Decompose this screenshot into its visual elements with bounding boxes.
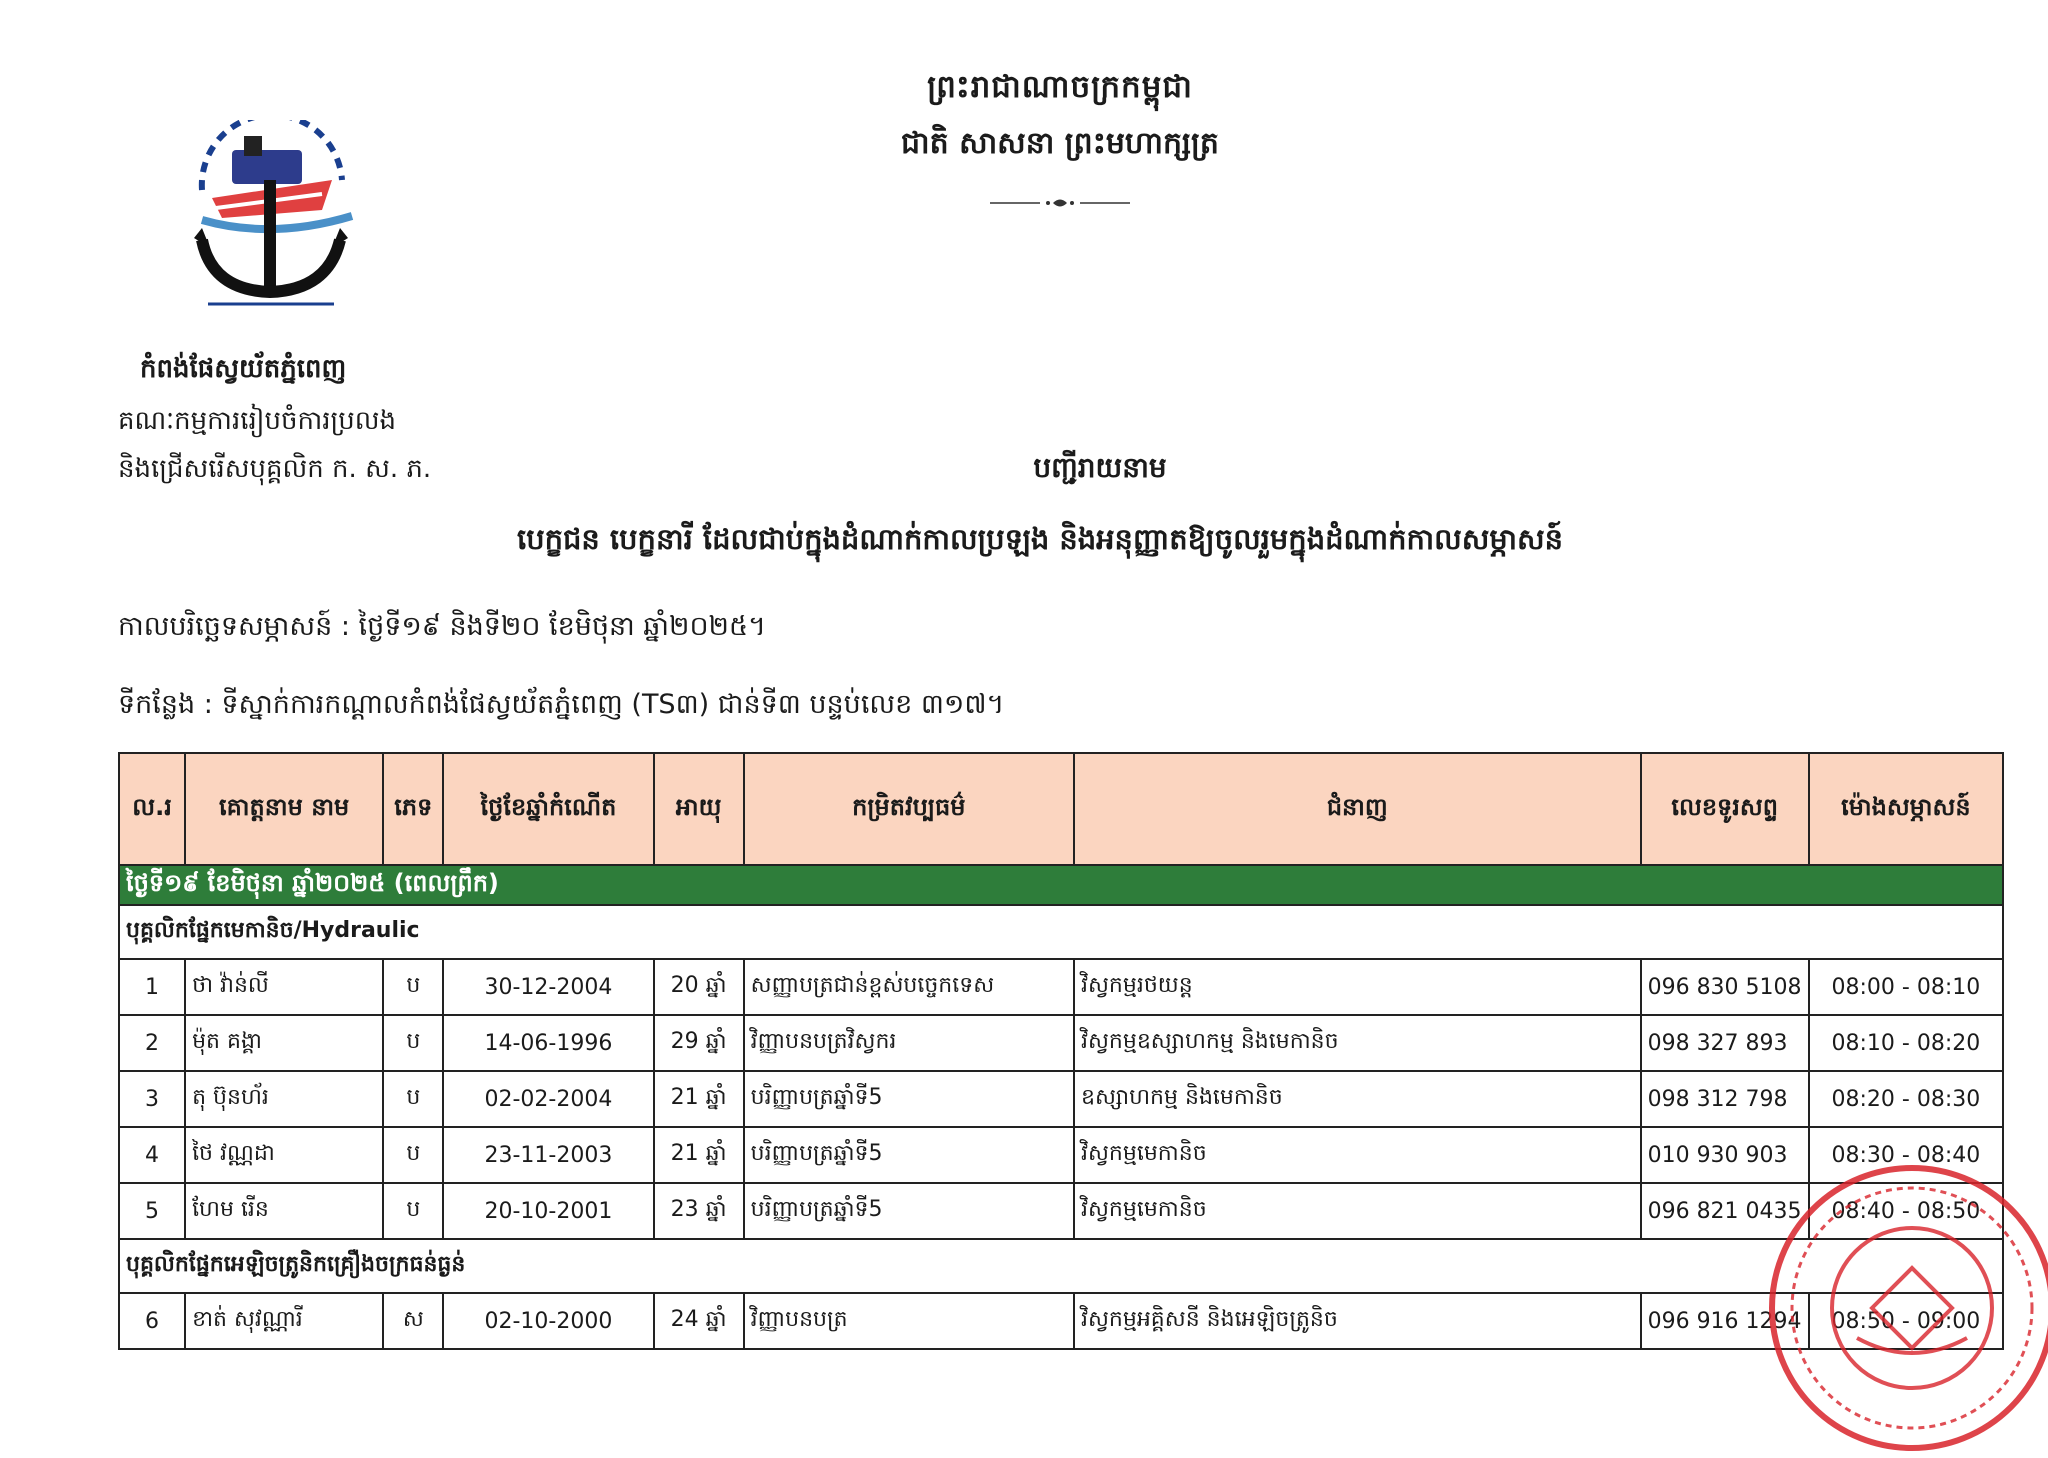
cell-sex: ប [383, 1015, 443, 1071]
cell-phone: 096 830 5108 [1641, 959, 1809, 1015]
col-header-skill: ជំនាញ [1074, 753, 1641, 865]
cell-name: តុ ប៊ុនហ័រ [185, 1071, 383, 1127]
cell-sex: ស [383, 1293, 443, 1349]
col-header-phone: លេខទូរសព្ទ [1641, 753, 1809, 865]
cell-name: ថា វ៉ាន់លី [185, 959, 383, 1015]
group-label: បុគ្គលិកផ្នែកមេកានិច/Hydraulic [119, 905, 2003, 959]
cell-skill: វិស្វកម្មឧស្សាហកម្ម និងមេកានិច [1074, 1015, 1641, 1071]
cell-sex: ប [383, 1183, 443, 1239]
cell-dob: 02-02-2004 [443, 1071, 653, 1127]
cell-phone: 010 930 903 [1641, 1127, 1809, 1183]
cell-age: 21 ឆ្នាំ [654, 1127, 744, 1183]
group-label: បុគ្គលិកផ្នែកអេឡិចត្រូនិកគ្រឿងចក្រធន់ធ្ងន់ [119, 1239, 2003, 1293]
cell-education: វិញ្ញាបនបត្រវិស្វករ [744, 1015, 1074, 1071]
cell-name: ហែម រើន [185, 1183, 383, 1239]
cell-time: 08:00 - 08:10 [1809, 959, 2003, 1015]
cell-name: ថៃ វណ្ណដា [185, 1127, 383, 1183]
cell-sex: ប [383, 1127, 443, 1183]
table-row [119, 1183, 2003, 1239]
cell-dob: 20-10-2001 [443, 1183, 653, 1239]
group-row [119, 1239, 2003, 1293]
cell-time: 08:50 - 09:00 [1809, 1293, 2003, 1349]
table-row [119, 1015, 2003, 1071]
cell-age: 21 ឆ្នាំ [654, 1071, 744, 1127]
cell-sex: ប [383, 1071, 443, 1127]
cell-name: ខាត់ សុវណ្ណារី [185, 1293, 383, 1349]
organization-name: កំពង់ផែស្វយ័តភ្នំពេញ [140, 354, 347, 384]
cell-education: វិញ្ញាបនបត្រ [744, 1293, 1074, 1349]
interview-location: ទីកន្លែង : ទីស្នាក់ការកណ្តាលកំពង់ផែស្វយ័តភ្នំពេញ (TS៣) ជាន់ទី៣ បន្ទប់លេខ ៣១៧។ [118, 689, 1005, 720]
cell-no: 2 [119, 1015, 185, 1071]
cell-time: 08:30 - 08:40 [1809, 1127, 2003, 1183]
table-row [119, 1071, 2003, 1127]
kingdom-title: ព្រះរាជាណាចក្រកម្ពុជា [927, 69, 1193, 105]
official-seal-stamp-icon [1762, 1158, 2048, 1458]
table-header-row [119, 753, 2003, 865]
cell-education: សញ្ញាបត្រជាន់ខ្ពស់បច្ចេកទេស [744, 959, 1074, 1015]
cell-dob: 02-10-2000 [443, 1293, 653, 1349]
col-header-time: ម៉ោងសម្ភាសន៍ [1809, 753, 2003, 865]
day-label: ថ្ងៃទី១៩ ខែមិថុនា ឆ្នាំ២០២៥ (ពេលព្រឹក) [119, 865, 2003, 905]
cell-no: 6 [119, 1293, 185, 1349]
cell-time: 08:10 - 08:20 [1809, 1015, 2003, 1071]
table-row [119, 1293, 2003, 1349]
col-header-no: ល.រ [119, 753, 185, 865]
col-header-name: គោត្តនាម នាម [185, 753, 383, 865]
cell-no: 4 [119, 1127, 185, 1183]
col-header-dob: ថ្ងៃខែឆ្នាំកំណើត [443, 753, 653, 865]
cell-age: 20 ឆ្នាំ [654, 959, 744, 1015]
cell-phone: 096 821 0435 [1641, 1183, 1809, 1239]
interview-date: កាលបរិច្ឆេទសម្ភាសន៍ : ថ្ងៃទី១៩ និងទី២០ ខែមិថុនា ឆ្នាំ២០២៥។ [118, 611, 766, 642]
cell-dob: 23-11-2003 [443, 1127, 653, 1183]
cell-skill: វិស្វកម្មរថយន្ត [1074, 959, 1641, 1015]
cell-phone: 098 327 893 [1641, 1015, 1809, 1071]
national-motto: ជាតិ សាសនា ព្រះមហាក្សត្រ [901, 126, 1219, 161]
ornament-divider-icon [990, 196, 1130, 210]
document-subtitle: បេក្ខជន បេក្ខនារី ដែលជាប់ក្នុងដំណាក់កាលប្រឡង និងអនុញ្ញាតឱ្យចូលរួមក្នុងដំណាក់កាលសម្ភាសន៍ [517, 522, 1563, 556]
cell-education: បរិញ្ញាបត្រឆ្នាំទី5 [744, 1183, 1074, 1239]
cell-skill: វិស្វកម្មមេកានិច [1074, 1127, 1641, 1183]
committee-line-2: និងជ្រើសរើសបុគ្គលិក ក. ស. ភ. [118, 454, 432, 484]
col-header-age: អាយុ [654, 753, 744, 865]
committee-line-1: គណៈកម្មការរៀបចំការប្រលង [118, 406, 396, 436]
cell-no: 5 [119, 1183, 185, 1239]
cell-no: 1 [119, 959, 185, 1015]
col-header-education: កម្រិតវប្បធម៌ [744, 753, 1074, 865]
document-title: បញ្ជីរាយនាម [1033, 451, 1167, 484]
cell-age: 29 ឆ្នាំ [654, 1015, 744, 1071]
candidate-table [118, 752, 2004, 1350]
cell-phone: 098 312 798 [1641, 1071, 1809, 1127]
cell-time: 08:20 - 08:30 [1809, 1071, 2003, 1127]
cell-skill: វិស្វកម្មអគ្គិសនី និងអេឡិចត្រូនិច [1074, 1293, 1641, 1349]
cell-dob: 30-12-2004 [443, 959, 653, 1015]
table-row [119, 1127, 2003, 1183]
day-section-row [119, 865, 2003, 905]
cell-skill: ឧស្សាហកម្ម និងមេកានិច [1074, 1071, 1641, 1127]
cell-education: បរិញ្ញាបត្រឆ្នាំទី5 [744, 1127, 1074, 1183]
cell-age: 24 ឆ្នាំ [654, 1293, 744, 1349]
table-row [119, 959, 2003, 1015]
cell-name: ម៉ុត គង្គា [185, 1015, 383, 1071]
cell-no: 3 [119, 1071, 185, 1127]
cell-education: បរិញ្ញាបត្រឆ្នាំទី5 [744, 1071, 1074, 1127]
cell-time: 08:40 - 08:50 [1809, 1183, 2003, 1239]
cell-age: 23 ឆ្នាំ [654, 1183, 744, 1239]
col-header-sex: ភេទ [383, 753, 443, 865]
cell-phone: 096 916 1294 [1641, 1293, 1809, 1349]
port-anchor-ship-logo-icon [172, 120, 372, 310]
group-row [119, 905, 2003, 959]
cell-sex: ប [383, 959, 443, 1015]
cell-dob: 14-06-1996 [443, 1015, 653, 1071]
cell-skill: វិស្វកម្មមេកានិច [1074, 1183, 1641, 1239]
